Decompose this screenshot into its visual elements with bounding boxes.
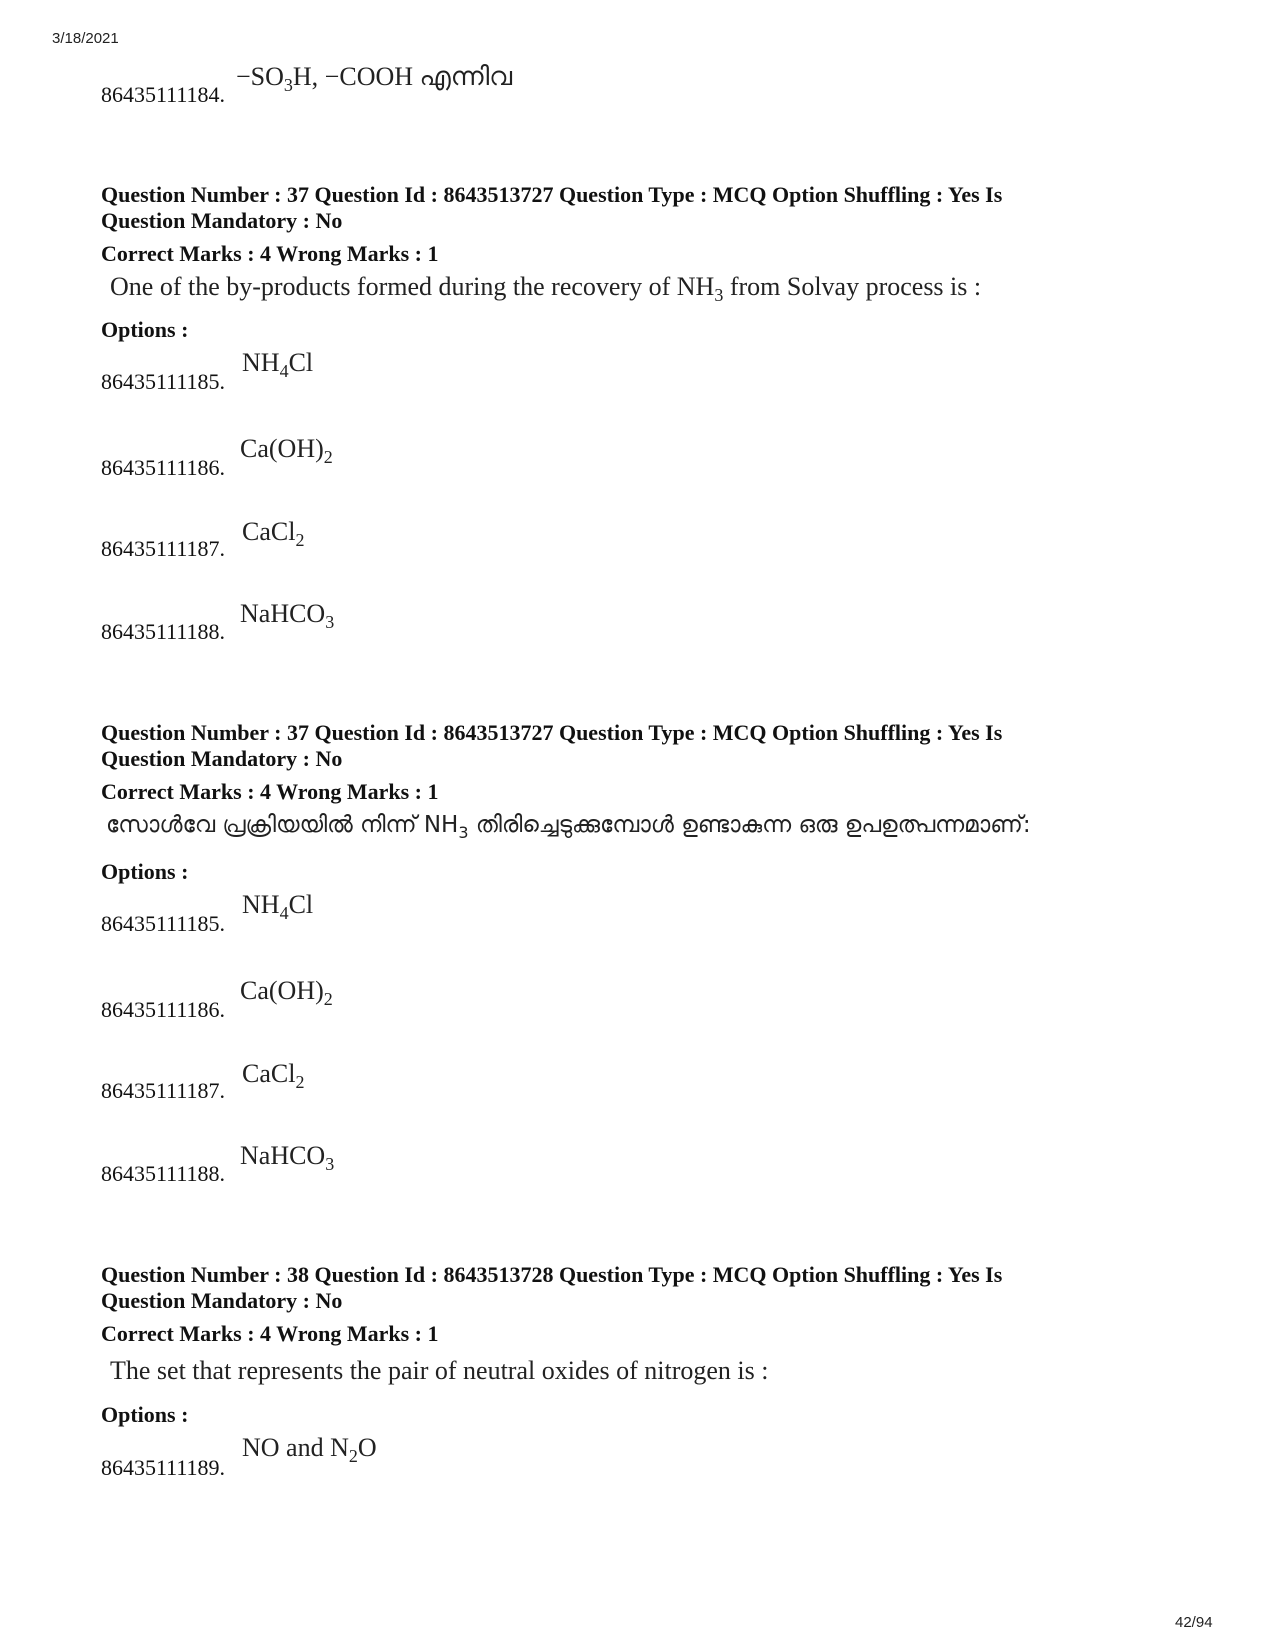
question-marks: Correct Marks : 4 Wrong Marks : 1	[101, 241, 439, 266]
page-number: 42/94	[1175, 1614, 1213, 1631]
question-meta: Question Number : 37 Question Id : 8643513727 Question Type : MCQ Option Shuffling : Yes Is	[101, 182, 1003, 207]
question-text: The set that represents the pair of neutral oxides of nitrogen is :	[110, 1356, 769, 1385]
print-date: 3/18/2021	[52, 30, 119, 47]
option-id: 86435111188.	[101, 619, 226, 644]
options-label: Options :	[101, 1402, 189, 1427]
option-formula: $NH_4Cl$	[242, 890, 314, 923]
options-label: Options :	[101, 859, 189, 884]
question-meta: Question Number : 38 Question Id : 8643513728 Question Type : MCQ Option Shuffling : Yes Is	[101, 1262, 1003, 1287]
option-id: 86435111184.	[101, 82, 226, 107]
options-label: Options :	[101, 317, 189, 342]
option-formula: NO and $N_2O$	[242, 1433, 377, 1466]
option-formula: CaCl$_2$	[242, 517, 305, 550]
question-meta-cont: Question Mandatory : No	[101, 208, 343, 233]
question-meta-cont: Question Mandatory : No	[101, 746, 343, 771]
option-formula: $Ca(OH)_2$	[240, 976, 333, 1009]
option-formula: $-SO_3H$, −COOH എന്നിവ	[236, 62, 513, 95]
option-id: 86435111189.	[101, 1455, 226, 1480]
option-formula: NaHCO$_3$	[240, 599, 335, 632]
option-id: 86435111186.	[101, 455, 226, 480]
question-marks: Correct Marks : 4 Wrong Marks : 1	[101, 1321, 439, 1346]
question-text: സോൾവേ പ്രക്രിയയിൽ നിന്ന് $NH_3$ തിരിച്ചെടുക്കുമ്പോൾ ഉണ്ടാകുന്ന ഒരു ഉപഉത്പന്നമാണ്:	[106, 812, 1031, 842]
question-marks: Correct Marks : 4 Wrong Marks : 1	[101, 779, 439, 804]
option-id: 86435111187.	[101, 1078, 226, 1103]
option-id: 86435111186.	[101, 997, 226, 1022]
option-formula: $Ca(OH)_2$	[240, 434, 333, 467]
option-formula: NaHCO$_3$	[240, 1141, 335, 1174]
option-formula: $NH_4Cl$	[242, 348, 314, 381]
option-id: 86435111185.	[101, 911, 226, 936]
question-text: One of the by-products formed during the recovery of $NH_3$ from Solvay process is :	[110, 272, 982, 305]
option-id: 86435111188.	[101, 1161, 226, 1186]
option-id: 86435111187.	[101, 536, 226, 561]
question-meta: Question Number : 37 Question Id : 8643513727 Question Type : MCQ Option Shuffling : Yes Is	[101, 720, 1003, 745]
question-meta-cont: Question Mandatory : No	[101, 1288, 343, 1313]
option-formula: CaCl$_2$	[242, 1059, 305, 1092]
option-id: 86435111185.	[101, 369, 226, 394]
